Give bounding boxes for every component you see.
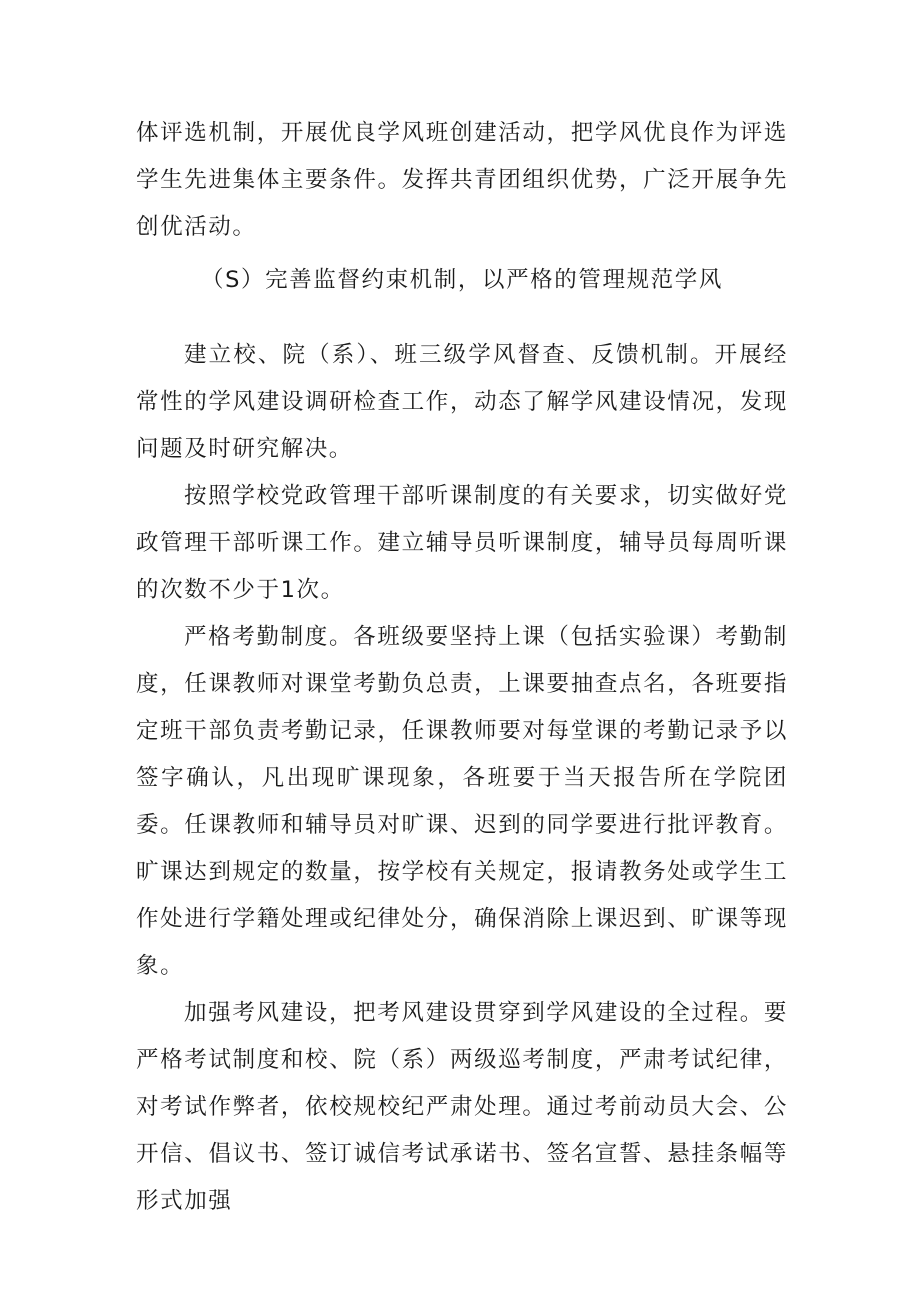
section-heading-supervision: （S）完善监督约束机制，以严格的管理规范学风 [201,267,723,293]
paragraph-attendance-system: 严格考勤制度。各班级要坚持上课（包括实验课）考勤制度，任课教师对课堂考勤负总责，上课要抽查点名，各班要指定班干部负责考勤记录，任课教师要对每堂课的考勤记录予以签字确认，凡出现旷课现象，各班要于当天报告所在学院团委。任课教师和辅导员对旷课、迟到的同学要进行批评教育。旷课达到规定的数量，按学校有关规定，报请教务处或学生工作处进行学籍处理或纪律处分，确保消除上课迟到、旷课等现象。 [136,624,788,979]
paragraph-lecture-attendance: 按照学校党政管理干部听课制度的有关要求，切实做好党政管理干部听课工作。建立辅导员听课制度，辅导员每周听课的次数不少于1次。 [136,483,788,603]
paragraph-collective-evaluation: 体评选机制，开展优良学风班创建活动，把学风优良作为评选学生先进集体主要条件。发挥共青团组织优势，广泛开展争先创优活动。 [136,120,788,240]
document-page [136,110,788,1225]
paragraph-three-level-inspection: 建立校、院（系）、班三级学风督查、反馈机制。开展经常性的学风建设调研检查工作，动态了解学风建设情况，发现问题及时研究解决。 [136,342,788,462]
paragraph-exam-discipline: 加强考风建设，把考风建设贯穿到学风建设的全过程。要严格考试制度和校、院（系）两级巡考制度，严肃考试纪律，对考试作弊者，依校规校纪严肃处理。通过考前动员大会、公开信、倡议书、签订诚信考试承诺书、签名宣誓、悬挂条幅等形式加强 [136,1000,788,1214]
